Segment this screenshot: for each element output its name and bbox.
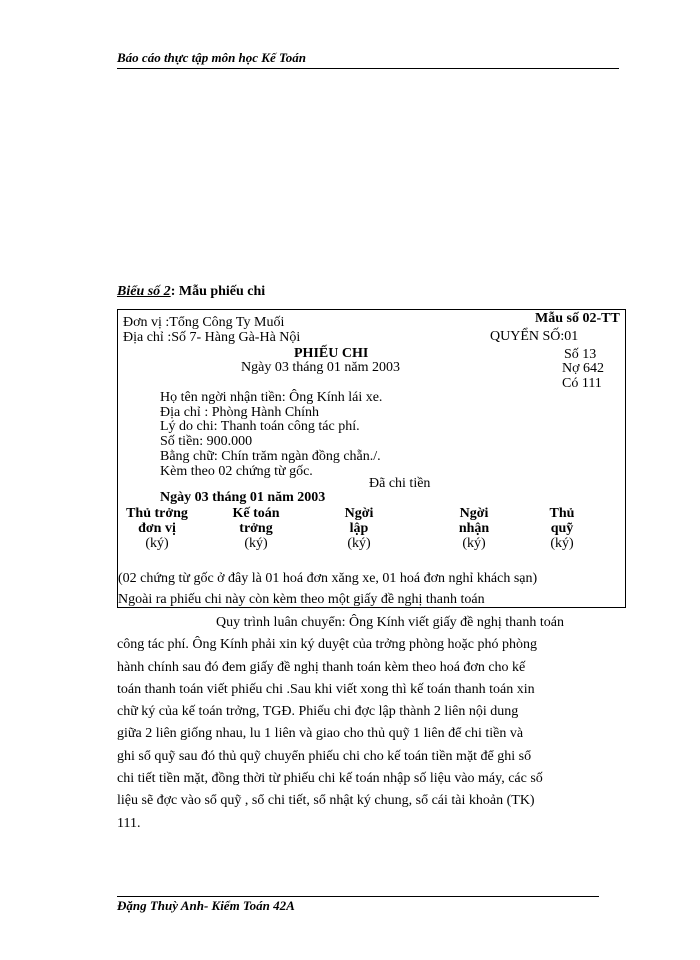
voucher-note-1: (02 chứng từ gốc ở đây là 01 hoá đơn xăng xe, 01 hoá đơn nghỉ khách sạn) <box>118 571 538 586</box>
paragraph-line: hành chính sau đó đem giấy đề nghị thanh toán kèm theo hoá đơn cho kế <box>117 659 526 675</box>
voucher-amount-words: Bằng chữ: Chín trăm ngàn đồng chẵn./. <box>160 449 381 464</box>
voucher-sign-date: Ngày 03 tháng 01 năm 2003 <box>160 490 326 505</box>
signature-recipient-title2: nhận <box>458 521 490 536</box>
signature-recipient <box>429 506 519 551</box>
signature-chief-accountant-title: Kế toán <box>232 506 280 521</box>
voucher-address: Địa chỉ :Số 7- Hàng Gà-Hà Nội <box>123 330 301 345</box>
voucher-form-no: Mẫu số 02-TT <box>535 311 620 326</box>
signature-cashier-sign: (ký) <box>550 536 574 551</box>
voucher-unit: Đơn vị :Tổng Công Ty Muối <box>123 315 285 330</box>
page-header: Báo cáo thực tập môn học Kế Toán <box>117 50 306 65</box>
voucher-book-no: QUYỂN SỐ:01 <box>490 329 579 344</box>
voucher-number: Số 13 <box>564 347 597 362</box>
paragraph-line: 111. <box>117 815 141 831</box>
process-paragraph <box>117 612 619 835</box>
section-title-label: Biểu số 2 <box>117 284 171 299</box>
paragraph-line: công tác phí. Ông Kính phải xin ký duyệt của trởng phòng hoặc phó phòng <box>117 637 537 653</box>
paragraph-line: Quy trình luân chuyển: Ông Kính viết giấy đề nghị thanh toán <box>216 615 564 630</box>
voucher-date: Ngày 03 tháng 01 năm 2003 <box>241 360 401 375</box>
signature-preparer-sign: (ký) <box>347 536 371 551</box>
paragraph-line: liệu sẽ đợc vào sổ quỹ , sổ chi tiết, sổ nhật ký chung, sổ cái tài khoản (TK) <box>117 793 535 809</box>
voucher-title: PHIẾU CHI <box>294 346 369 361</box>
payment-voucher <box>117 309 626 608</box>
signature-preparer <box>314 506 404 551</box>
voucher-debit: Nợ 642 <box>562 361 605 376</box>
signature-chief-accountant-sign: (ký) <box>244 536 268 551</box>
voucher-paid: Đã chi tiền <box>369 476 431 491</box>
signature-director <box>112 506 202 551</box>
footer-rule <box>117 896 599 897</box>
signature-recipient-sign: (ký) <box>462 536 486 551</box>
signature-director-title2: đơn vị <box>138 521 176 536</box>
voucher-attached: Kèm theo 02 chứng từ gốc. <box>160 464 313 479</box>
header-rule <box>117 68 619 69</box>
section-title <box>117 284 265 300</box>
page-footer: Đặng Thuỳ Anh- Kiểm Toán 42A <box>117 898 295 913</box>
voucher-recipient-address: Địa chỉ : Phòng Hành Chính <box>160 405 320 420</box>
paragraph-line: ghi sổ quỹ sau đó thủ quỹ chuyển phiếu chi cho kế toán tiền mặt để ghi sổ <box>117 748 532 764</box>
signature-chief-accountant-title2: trởng <box>239 521 273 536</box>
paragraph-line: toán thanh toán viết phiếu chi .Sau khi viết xong thì kế toán thanh toán xin <box>117 681 535 697</box>
paragraph-line: chữ ký của kế toán trởng, TGĐ. Phiếu chi đợc lập thành 2 liên nội dung <box>117 704 519 720</box>
voucher-credit: Có 111 <box>562 376 602 391</box>
voucher-recipient: Họ tên ngời nhận tiền: Ông Kính lái xe. <box>160 390 383 405</box>
signature-director-title: Thủ trởng <box>126 506 188 521</box>
signature-cashier <box>517 506 607 551</box>
signature-chief-accountant <box>211 506 301 551</box>
voucher-reason: Lý do chi: Thanh toán công tác phí. <box>160 419 360 434</box>
signature-cashier-title: Thủ <box>549 506 575 521</box>
voucher-amount: Số tiền: 900.000 <box>160 434 253 449</box>
voucher-note-2: Ngoài ra phiếu chi này còn kèm theo một giấy đề nghị thanh toán <box>118 592 485 607</box>
paragraph-line: chi tiết tiền mặt, đồng thời từ phiếu chi kế toán nhập số liệu vào máy, các số <box>117 771 543 787</box>
signature-recipient-title: Ngời <box>459 506 489 521</box>
signature-preparer-title: Ngời <box>344 506 374 521</box>
signature-preparer-title2: lập <box>349 521 369 536</box>
signature-director-sign: (ký) <box>145 536 169 551</box>
section-title-rest: : Mẫu phiếu chi <box>170 284 266 299</box>
signature-cashier-title2: quỹ <box>550 521 574 536</box>
paragraph-line: giữa 2 liên giống nhau, lu 1 liên và giao cho thủ quỹ 1 liên để chi tiền và <box>117 726 524 742</box>
